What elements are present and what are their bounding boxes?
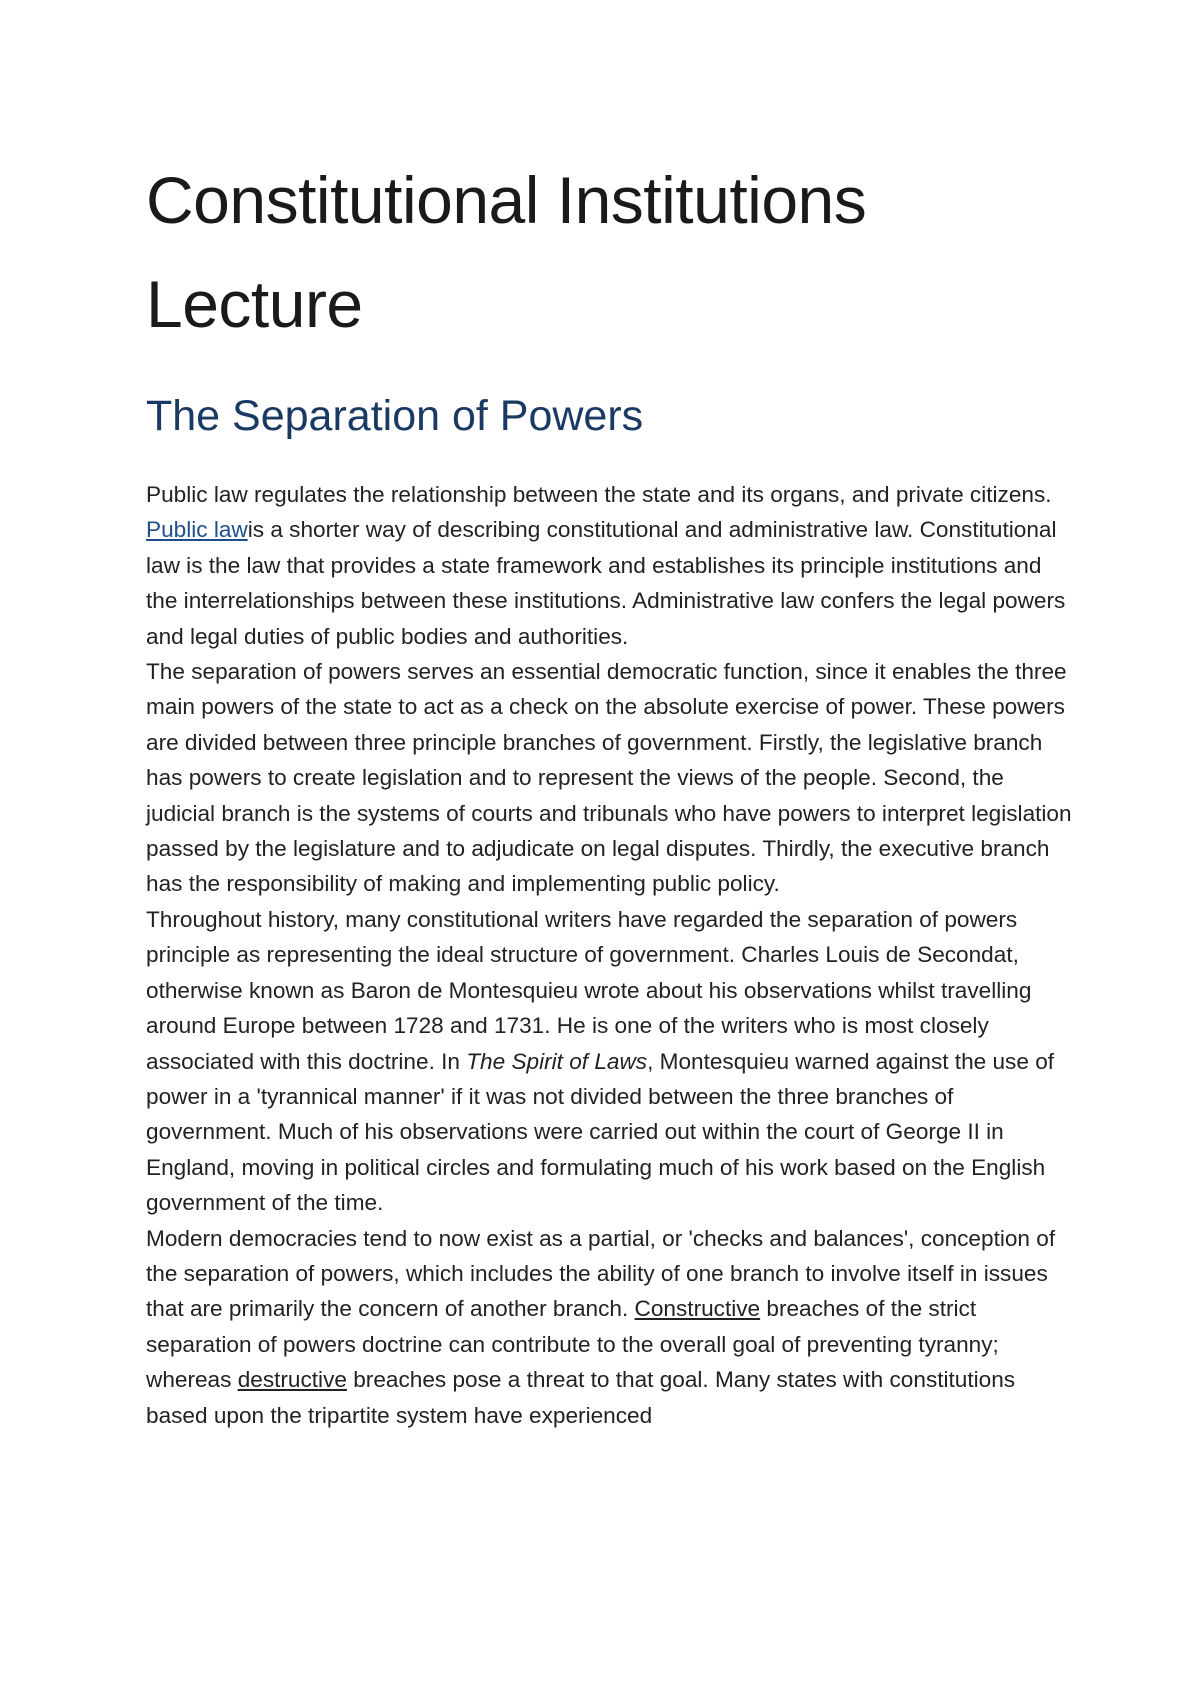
underlined-term-destructive: destructive bbox=[237, 1367, 347, 1393]
paragraph-separation-function: The separation of powers serves an essential democratic function, since it enables the three main powers of the state to act as a check on the absolute exercise of power. These powers are divided between three principle branches of government. Firstly, the legislative branch has powers to create legislation and to represent the views of the people. Second, the judicial branch is the systems of courts and tribunals who have powers to interpret legislation passed by the legislature and to adjudicate on legal disputes. Thirdly, the executive branch has the responsibility of making and implementing public policy. bbox=[146, 659, 1072, 897]
public-law-link[interactable]: Public law bbox=[146, 517, 248, 543]
paragraph-montesquieu bbox=[146, 902, 1076, 1221]
book-title: The Spirit of Laws bbox=[466, 1048, 648, 1074]
paragraph-modern-democracies bbox=[146, 1221, 1076, 1433]
paragraph-text: Throughout history, many constitutional writers have regarded the separation of powers principle as representing the ideal structure of government. Charles Louis de Secondat, otherwise known as Baron de Montesquieu wrote about his observations whilst travelling around Europe between 1728 and 1731. He is one of the writers who is most closely associated with this doctrine. In bbox=[146, 906, 1032, 1074]
paragraph-text: Public law regulates the relationship between the state and its organs, and private citizens. bbox=[146, 482, 1052, 507]
paragraph-text: breaches pose a threat to that goal. Many states with constitutions based upon the tripartite system have experienced bbox=[146, 1367, 1016, 1428]
paragraph-text: , Montesquieu warned against the use of power in a 'tyrannical manner' if it was not divided between the three branches of government. Much of his observations were carried out within the court of George II in England, moving in political circles and formulating much of his work based on the English government of the time. bbox=[146, 1048, 1055, 1216]
paragraph-text: Modern democracies tend to now exist as a partial, or 'checks and balances', conception of the separation of powers, which includes the ability of one branch to involve itself in issues that are primarily the concern of another branch. bbox=[146, 1225, 1056, 1322]
document-body bbox=[146, 477, 1076, 1433]
document-title: Constitutional Institutions Lecture bbox=[146, 163, 867, 341]
underlined-term-constructive: Constructive bbox=[634, 1296, 761, 1322]
paragraph-text: breaches of the strict separation of powers doctrine can contribute to the overall goal of preventing tyranny; whereas bbox=[146, 1296, 999, 1393]
section-heading: The Separation of Powers bbox=[146, 392, 644, 440]
paragraph-public-law bbox=[146, 477, 1076, 654]
paragraph-text: is a shorter way of describing constitutional and administrative law. Constitutional law is the law that provides a state framework and establishes its principle institutions and the interrelationships between these institutions. Administrative law confers the legal powers and legal duties of public bodies and authorities. bbox=[146, 517, 1066, 649]
